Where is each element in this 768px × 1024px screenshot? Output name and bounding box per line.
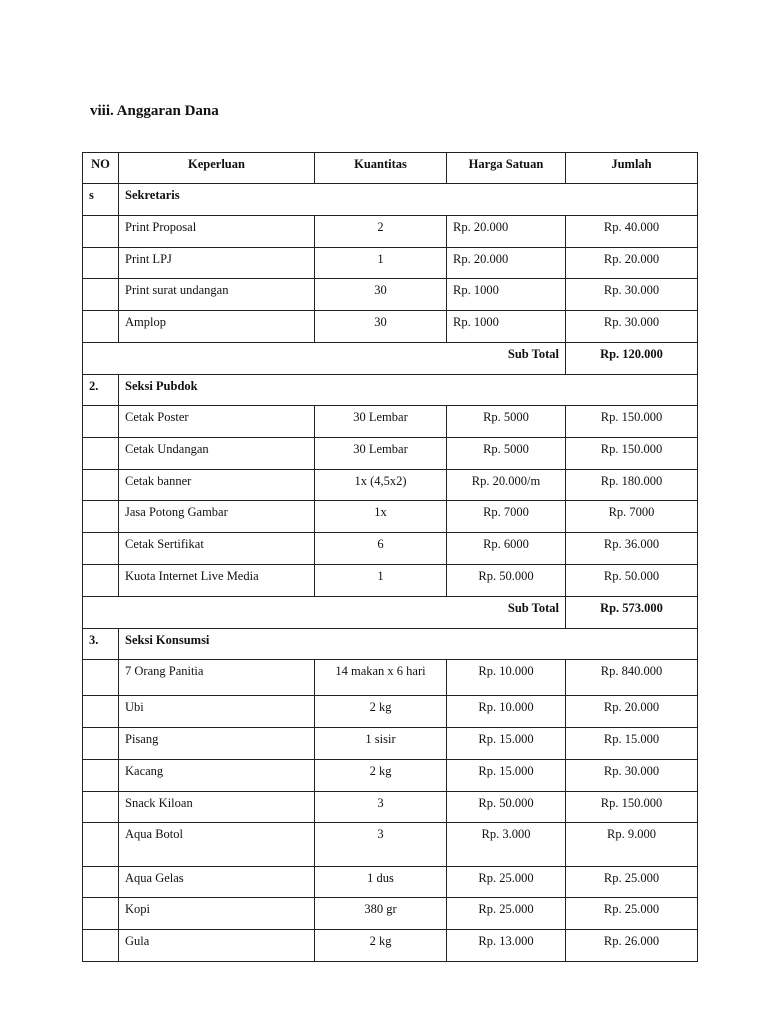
section-title: Sekretaris bbox=[119, 184, 698, 216]
item-keperluan: Jasa Potong Gambar bbox=[119, 501, 315, 533]
row-number bbox=[83, 533, 119, 565]
row-number bbox=[83, 216, 119, 248]
table-row bbox=[83, 760, 698, 792]
section-title: Seksi Konsumsi bbox=[119, 629, 698, 660]
item-harga-satuan: Rp. 10.000 bbox=[447, 696, 566, 728]
row-number bbox=[83, 279, 119, 311]
item-harga-satuan: Rp. 20.000/m bbox=[447, 470, 566, 501]
table-row bbox=[83, 867, 698, 898]
item-harga-satuan: Rp. 13.000 bbox=[447, 930, 566, 962]
table-header-row bbox=[83, 153, 698, 184]
table-row bbox=[83, 930, 698, 962]
table-row bbox=[83, 728, 698, 760]
item-harga-satuan: Rp. 50.000 bbox=[447, 792, 566, 823]
budget-table bbox=[82, 152, 698, 962]
row-number bbox=[83, 696, 119, 728]
item-jumlah: Rp. 7000 bbox=[566, 501, 698, 533]
item-kuantitas: 30 Lembar bbox=[315, 406, 447, 438]
item-harga-satuan: Rp. 25.000 bbox=[447, 867, 566, 898]
item-jumlah: Rp. 180.000 bbox=[566, 470, 698, 501]
row-number bbox=[83, 930, 119, 962]
item-jumlah: Rp. 30.000 bbox=[566, 311, 698, 343]
item-keperluan: Gula bbox=[119, 930, 315, 962]
item-kuantitas: 2 kg bbox=[315, 930, 447, 962]
item-jumlah: Rp. 25.000 bbox=[566, 898, 698, 930]
item-kuantitas: 1x bbox=[315, 501, 447, 533]
item-jumlah: Rp. 25.000 bbox=[566, 867, 698, 898]
item-keperluan: Print LPJ bbox=[119, 248, 315, 279]
section-row bbox=[83, 184, 698, 216]
item-jumlah: Rp. 40.000 bbox=[566, 216, 698, 248]
table-row bbox=[83, 470, 698, 501]
header-harga-satuan: Harga Satuan bbox=[447, 153, 566, 184]
section-row bbox=[83, 629, 698, 660]
item-jumlah: Rp. 30.000 bbox=[566, 279, 698, 311]
table-row bbox=[83, 406, 698, 438]
table-row bbox=[83, 216, 698, 248]
section-title: Seksi Pubdok bbox=[119, 375, 698, 406]
item-harga-satuan: Rp. 20.000 bbox=[447, 216, 566, 248]
table-row bbox=[83, 565, 698, 597]
item-kuantitas: 2 kg bbox=[315, 760, 447, 792]
item-harga-satuan: Rp. 7000 bbox=[447, 501, 566, 533]
item-harga-satuan: Rp. 50.000 bbox=[447, 565, 566, 597]
item-keperluan: Aqua Botol bbox=[119, 823, 315, 867]
item-harga-satuan: Rp. 1000 bbox=[447, 311, 566, 343]
row-number bbox=[83, 438, 119, 470]
item-harga-satuan: Rp. 15.000 bbox=[447, 760, 566, 792]
row-number bbox=[83, 823, 119, 867]
row-number bbox=[83, 660, 119, 696]
item-jumlah: Rp. 20.000 bbox=[566, 696, 698, 728]
subtotal-label: Sub Total bbox=[83, 343, 566, 375]
header-kuantitas: Kuantitas bbox=[315, 153, 447, 184]
table-row bbox=[83, 248, 698, 279]
row-number bbox=[83, 311, 119, 343]
row-number bbox=[83, 248, 119, 279]
item-kuantitas: 1 sisir bbox=[315, 728, 447, 760]
subtotal-value: Rp. 573.000 bbox=[566, 597, 698, 629]
item-harga-satuan: Rp. 1000 bbox=[447, 279, 566, 311]
item-keperluan: Ubi bbox=[119, 696, 315, 728]
row-number bbox=[83, 406, 119, 438]
item-keperluan: Cetak Undangan bbox=[119, 438, 315, 470]
item-jumlah: Rp. 840.000 bbox=[566, 660, 698, 696]
row-number bbox=[83, 728, 119, 760]
item-harga-satuan: Rp. 3.000 bbox=[447, 823, 566, 867]
item-harga-satuan: Rp. 20.000 bbox=[447, 248, 566, 279]
section-row bbox=[83, 375, 698, 406]
subtotal-row bbox=[83, 597, 698, 629]
row-number bbox=[83, 792, 119, 823]
section-number: s bbox=[83, 184, 119, 216]
item-jumlah: Rp. 26.000 bbox=[566, 930, 698, 962]
row-number bbox=[83, 565, 119, 597]
item-jumlah: Rp. 20.000 bbox=[566, 248, 698, 279]
item-kuantitas: 3 bbox=[315, 823, 447, 867]
section-number: 3. bbox=[83, 629, 119, 660]
item-kuantitas: 2 bbox=[315, 216, 447, 248]
item-kuantitas: 1x (4,5x2) bbox=[315, 470, 447, 501]
header-keperluan: Keperluan bbox=[119, 153, 315, 184]
table-row bbox=[83, 792, 698, 823]
item-kuantitas: 14 makan x 6 hari bbox=[315, 660, 447, 696]
item-keperluan: Print surat undangan bbox=[119, 279, 315, 311]
item-jumlah: Rp. 50.000 bbox=[566, 565, 698, 597]
item-harga-satuan: Rp. 15.000 bbox=[447, 728, 566, 760]
item-harga-satuan: Rp. 6000 bbox=[447, 533, 566, 565]
item-keperluan: Kacang bbox=[119, 760, 315, 792]
table-row bbox=[83, 311, 698, 343]
item-kuantitas: 1 dus bbox=[315, 867, 447, 898]
item-keperluan: Aqua Gelas bbox=[119, 867, 315, 898]
item-harga-satuan: Rp. 25.000 bbox=[447, 898, 566, 930]
row-number bbox=[83, 867, 119, 898]
item-kuantitas: 30 bbox=[315, 279, 447, 311]
item-keperluan: Cetak banner bbox=[119, 470, 315, 501]
item-kuantitas: 1 bbox=[315, 248, 447, 279]
item-harga-satuan: Rp. 5000 bbox=[447, 438, 566, 470]
table-row bbox=[83, 533, 698, 565]
item-jumlah: Rp. 150.000 bbox=[566, 438, 698, 470]
subtotal-value: Rp. 120.000 bbox=[566, 343, 698, 375]
table-row bbox=[83, 501, 698, 533]
item-kuantitas: 3 bbox=[315, 792, 447, 823]
item-jumlah: Rp. 150.000 bbox=[566, 792, 698, 823]
table-row bbox=[83, 898, 698, 930]
item-keperluan: Kopi bbox=[119, 898, 315, 930]
row-number bbox=[83, 470, 119, 501]
section-number: 2. bbox=[83, 375, 119, 406]
row-number bbox=[83, 760, 119, 792]
item-kuantitas: 380 gr bbox=[315, 898, 447, 930]
item-kuantitas: 30 Lembar bbox=[315, 438, 447, 470]
item-keperluan: Snack Kiloan bbox=[119, 792, 315, 823]
item-keperluan: Cetak Poster bbox=[119, 406, 315, 438]
item-keperluan: Kuota Internet Live Media bbox=[119, 565, 315, 597]
table-row bbox=[83, 660, 698, 696]
row-number bbox=[83, 501, 119, 533]
item-kuantitas: 30 bbox=[315, 311, 447, 343]
page-title: viii. Anggaran Dana bbox=[90, 103, 219, 119]
item-jumlah: Rp. 30.000 bbox=[566, 760, 698, 792]
item-kuantitas: 1 bbox=[315, 565, 447, 597]
header-jumlah: Jumlah bbox=[566, 153, 698, 184]
item-jumlah: Rp. 36.000 bbox=[566, 533, 698, 565]
subtotal-label: Sub Total bbox=[83, 597, 566, 629]
item-kuantitas: 6 bbox=[315, 533, 447, 565]
table-row bbox=[83, 438, 698, 470]
header-no: NO bbox=[83, 153, 119, 184]
table-row bbox=[83, 823, 698, 867]
table-body bbox=[83, 184, 698, 962]
item-kuantitas: 2 kg bbox=[315, 696, 447, 728]
item-keperluan: Pisang bbox=[119, 728, 315, 760]
item-harga-satuan: Rp. 10.000 bbox=[447, 660, 566, 696]
item-keperluan: Cetak Sertifikat bbox=[119, 533, 315, 565]
item-keperluan: Amplop bbox=[119, 311, 315, 343]
item-jumlah: Rp. 9.000 bbox=[566, 823, 698, 867]
item-harga-satuan: Rp. 5000 bbox=[447, 406, 566, 438]
item-jumlah: Rp. 150.000 bbox=[566, 406, 698, 438]
table-row bbox=[83, 279, 698, 311]
subtotal-row bbox=[83, 343, 698, 375]
item-keperluan: 7 Orang Panitia bbox=[119, 660, 315, 696]
row-number bbox=[83, 898, 119, 930]
table-row bbox=[83, 696, 698, 728]
item-keperluan: Print Proposal bbox=[119, 216, 315, 248]
item-jumlah: Rp. 15.000 bbox=[566, 728, 698, 760]
